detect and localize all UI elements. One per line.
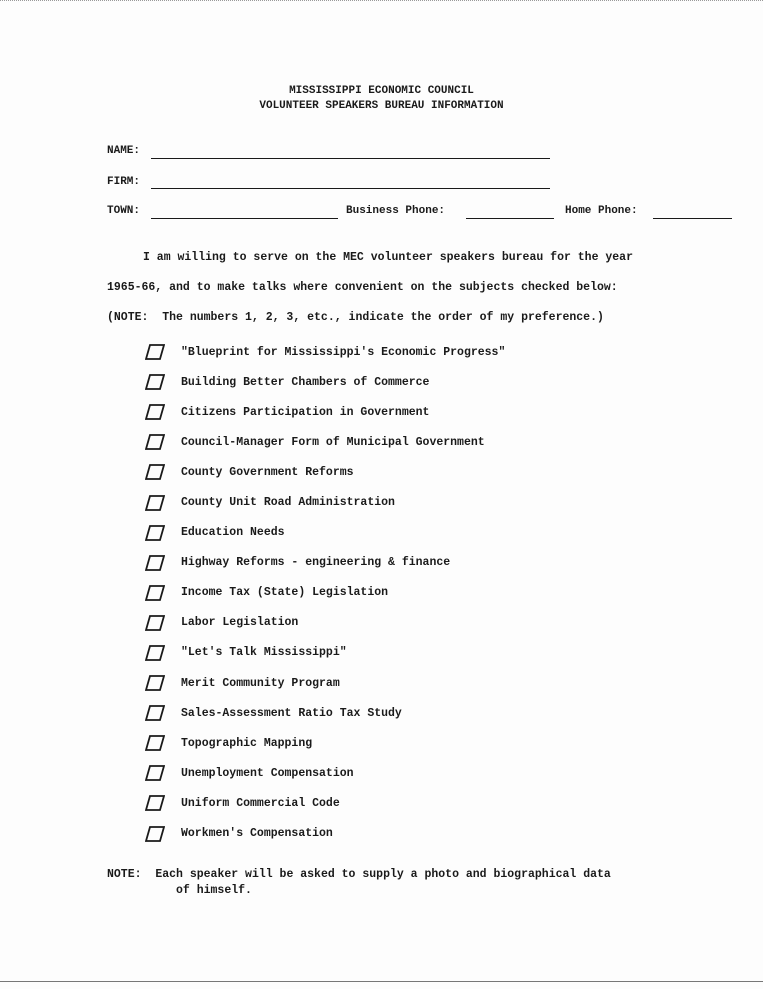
note-line-1: Each speaker will be asked to supply a photo and biographical data — [155, 868, 611, 881]
subject-checkbox[interactable] — [145, 794, 165, 812]
subject-label: County Government Reforms — [181, 465, 354, 479]
subject-checkbox[interactable] — [145, 524, 165, 542]
subject-checkbox[interactable] — [145, 554, 165, 572]
footer-note — [107, 867, 611, 899]
bottom-edge-line — [0, 981, 763, 983]
town-field[interactable] — [151, 218, 338, 219]
subject-label: Highway Reforms - engineering & finance — [181, 556, 451, 570]
subject-label: Council-Manager Form of Municipal Government — [181, 435, 485, 449]
subject-label: "Blueprint for Mississippi's Economic Progress" — [181, 345, 506, 359]
subject-label: Merit Community Program — [181, 676, 340, 690]
subject-label: County Unit Road Administration — [181, 496, 395, 510]
org-title: MISSISSIPPI ECONOMIC COUNCIL — [289, 85, 474, 97]
subject-checkbox[interactable] — [145, 403, 165, 421]
subject-item — [145, 397, 705, 427]
subject-label: Citizens Participation in Government — [181, 405, 430, 419]
subject-label: Building Better Chambers of Commerce — [181, 375, 430, 389]
subject-checkbox[interactable] — [145, 614, 165, 632]
subject-checkbox[interactable] — [145, 704, 165, 722]
subject-item — [145, 518, 705, 548]
firm-field[interactable] — [151, 188, 550, 189]
subject-checkbox[interactable] — [145, 674, 165, 692]
business-phone-label: Business Phone: — [346, 205, 446, 217]
subject-item — [145, 788, 705, 818]
subject-checkbox[interactable] — [145, 373, 165, 391]
subject-label: "Let's Talk Mississippi" — [181, 646, 347, 660]
subject-checkbox[interactable] — [145, 343, 165, 361]
subject-checkbox[interactable] — [145, 463, 165, 481]
intro-line-3: (NOTE: The numbers 1, 2, 3, etc., indicate the order of my preference.) — [107, 311, 604, 324]
note-label: NOTE: — [107, 868, 142, 881]
subject-checkbox[interactable] — [145, 584, 165, 602]
subject-item — [145, 758, 705, 788]
top-edge-dots — [0, 0, 763, 3]
subject-item — [145, 367, 705, 397]
subject-item — [145, 578, 705, 608]
intro-line-1: I am willing to serve on the MEC volunteer speakers bureau for the year — [143, 251, 633, 264]
business-phone-field[interactable] — [466, 218, 554, 219]
subject-item — [145, 668, 705, 698]
note-line-2: of himself. — [176, 884, 252, 897]
subject-item — [145, 819, 705, 849]
form-subtitle: VOLUNTEER SPEAKERS BUREAU INFORMATION — [259, 100, 504, 112]
subject-item — [145, 698, 705, 728]
firm-label: FIRM: — [107, 176, 141, 188]
subject-checklist — [145, 337, 705, 849]
intro-line-2: 1965-66, and to make talks where convenient on the subjects checked below: — [107, 281, 618, 294]
subject-item — [145, 638, 705, 668]
home-phone-field[interactable] — [653, 218, 732, 219]
subject-label: Workmen's Compensation — [181, 827, 333, 841]
subject-checkbox[interactable] — [145, 825, 165, 843]
subject-checkbox[interactable] — [145, 494, 165, 512]
name-label: NAME: — [107, 145, 141, 157]
subject-item — [145, 608, 705, 638]
subject-item — [145, 487, 705, 517]
subject-label: Income Tax (State) Legislation — [181, 586, 389, 600]
subject-checkbox[interactable] — [145, 734, 165, 752]
home-phone-label: Home Phone: — [565, 205, 638, 217]
subject-label: Uniform Commercial Code — [181, 796, 340, 810]
subject-item — [145, 548, 705, 578]
subject-label: Education Needs — [181, 526, 285, 540]
subject-label: Sales-Assessment Ratio Tax Study — [181, 706, 402, 720]
subject-item — [145, 427, 705, 457]
subject-checkbox[interactable] — [145, 764, 165, 782]
subject-checkbox[interactable] — [145, 644, 165, 662]
subject-label: Labor Legislation — [181, 616, 299, 630]
subject-checkbox[interactable] — [145, 433, 165, 451]
subject-item — [145, 728, 705, 758]
name-field[interactable] — [151, 158, 550, 159]
town-label: TOWN: — [107, 205, 141, 217]
subject-item — [145, 337, 705, 367]
subject-label: Unemployment Compensation — [181, 766, 354, 780]
subject-item — [145, 457, 705, 487]
subject-label: Topographic Mapping — [181, 736, 313, 750]
